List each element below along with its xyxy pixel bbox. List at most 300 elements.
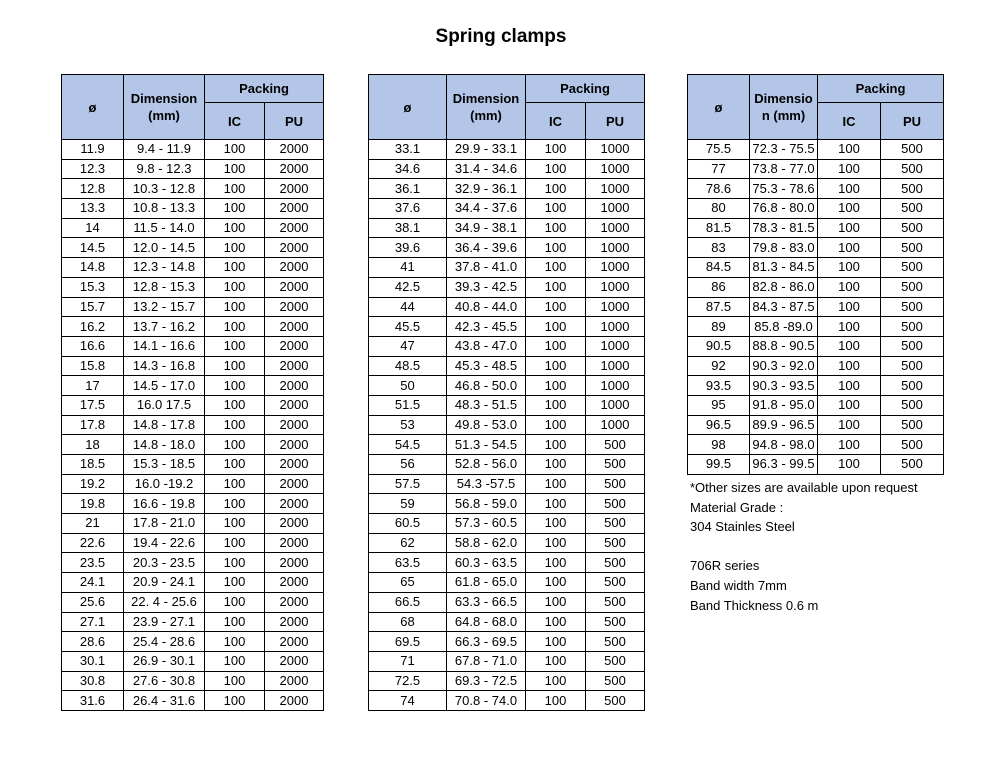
pu-cell: 1000 — [586, 159, 645, 179]
pu-cell: 1000 — [586, 258, 645, 278]
table-row — [62, 179, 324, 199]
diameter-cell: 98 — [688, 435, 750, 455]
pu-cell: 500 — [881, 336, 944, 356]
request-note: *Other sizes are available upon request — [690, 480, 918, 495]
ic-cell: 100 — [526, 651, 586, 671]
table-row — [62, 632, 324, 652]
pu-cell: 500 — [586, 533, 645, 553]
diameter-cell: 93.5 — [688, 376, 750, 396]
diameter-cell: 19.8 — [62, 494, 124, 514]
ic-cell: 100 — [526, 435, 586, 455]
pu-cell: 500 — [881, 218, 944, 238]
diameter-cell: 95 — [688, 395, 750, 415]
diameter-cell: 41 — [369, 258, 447, 278]
table-row — [688, 415, 944, 435]
table-row — [369, 159, 645, 179]
ic-cell: 100 — [818, 455, 881, 475]
dimension-cell: 31.4 - 34.6 — [447, 159, 526, 179]
pu-cell: 2000 — [265, 238, 324, 258]
dimension-cell: 14.5 - 17.0 — [124, 376, 205, 396]
table-row — [62, 140, 324, 160]
ic-cell: 100 — [526, 258, 586, 278]
ic-cell: 100 — [526, 474, 586, 494]
pu-cell: 500 — [881, 395, 944, 415]
spec-table-1 — [61, 74, 324, 711]
series-note: 706R series — [690, 558, 760, 574]
dimension-cell: 16.0 17.5 — [124, 395, 205, 415]
ic-cell: 100 — [205, 494, 265, 514]
ic-header: IC — [526, 103, 586, 140]
diameter-cell: 17.8 — [62, 415, 124, 435]
dimension-cell: 73.8 - 77.0 — [750, 159, 818, 179]
diameter-header: ø — [369, 75, 447, 140]
table-row — [62, 671, 324, 691]
diameter-cell: 74 — [369, 691, 447, 711]
dimension-cell: 89.9 - 96.5 — [750, 415, 818, 435]
diameter-cell: 69.5 — [369, 632, 447, 652]
dimension-cell: 19.4 - 22.6 — [124, 533, 205, 553]
ic-cell: 100 — [526, 573, 586, 593]
diameter-cell: 30.1 — [62, 651, 124, 671]
pu-cell: 500 — [586, 632, 645, 652]
dimension-cell: 42.3 - 45.5 — [447, 317, 526, 337]
ic-cell: 100 — [526, 514, 586, 534]
pu-cell: 2000 — [265, 415, 324, 435]
pu-cell: 500 — [881, 179, 944, 199]
pu-cell: 500 — [881, 199, 944, 219]
ic-cell: 100 — [205, 612, 265, 632]
material-label: Material Grade : — [690, 499, 784, 515]
table-row — [62, 435, 324, 455]
pu-cell: 1000 — [586, 317, 645, 337]
diameter-cell: 78.6 — [688, 179, 750, 199]
diameter-cell: 12.3 — [62, 159, 124, 179]
diameter-cell: 45.5 — [369, 317, 447, 337]
dimension-cell: 16.6 - 19.8 — [124, 494, 205, 514]
ic-cell: 100 — [205, 258, 265, 278]
pu-cell: 2000 — [265, 455, 324, 475]
ic-cell: 100 — [818, 258, 881, 278]
ic-cell: 100 — [818, 336, 881, 356]
pu-cell: 2000 — [265, 494, 324, 514]
table-row — [62, 651, 324, 671]
dimension-cell: 81.3 - 84.5 — [750, 258, 818, 278]
ic-cell: 100 — [818, 218, 881, 238]
table-row — [62, 455, 324, 475]
diameter-cell: 68 — [369, 612, 447, 632]
ic-cell: 100 — [205, 671, 265, 691]
ic-cell: 100 — [526, 179, 586, 199]
diameter-cell: 96.5 — [688, 415, 750, 435]
table-row — [688, 179, 944, 199]
pu-cell: 1000 — [586, 199, 645, 219]
ic-cell: 100 — [818, 199, 881, 219]
table-row — [369, 376, 645, 396]
ic-cell: 100 — [526, 356, 586, 376]
ic-cell: 100 — [205, 514, 265, 534]
diameter-cell: 15.7 — [62, 297, 124, 317]
ic-cell: 100 — [205, 317, 265, 337]
ic-cell: 100 — [526, 238, 586, 258]
pu-cell: 1000 — [586, 356, 645, 376]
table-row — [688, 218, 944, 238]
table-row — [62, 159, 324, 179]
pu-cell: 2000 — [265, 474, 324, 494]
dimension-cell: 29.9 - 33.1 — [447, 140, 526, 160]
spec-table-3 — [687, 74, 944, 475]
pu-cell: 1000 — [586, 179, 645, 199]
pu-cell: 500 — [586, 573, 645, 593]
dimension-cell: 60.3 - 63.5 — [447, 553, 526, 573]
dimension-cell: 27.6 - 30.8 — [124, 671, 205, 691]
diameter-cell: 80 — [688, 199, 750, 219]
diameter-cell: 24.1 — [62, 573, 124, 593]
pu-cell: 500 — [586, 671, 645, 691]
dimension-cell: 36.4 - 39.6 — [447, 238, 526, 258]
diameter-cell: 86 — [688, 277, 750, 297]
dimension-cell: 57.3 - 60.5 — [447, 514, 526, 534]
table-row — [688, 297, 944, 317]
dimension-cell: 15.3 - 18.5 — [124, 455, 205, 475]
diameter-cell: 22.6 — [62, 533, 124, 553]
pu-cell: 500 — [586, 474, 645, 494]
ic-cell: 100 — [526, 317, 586, 337]
ic-cell: 100 — [205, 238, 265, 258]
diameter-cell: 47 — [369, 336, 447, 356]
pu-cell: 2000 — [265, 395, 324, 415]
pu-cell: 2000 — [265, 199, 324, 219]
ic-cell: 100 — [205, 533, 265, 553]
diameter-cell: 89 — [688, 317, 750, 337]
diameter-cell: 30.8 — [62, 671, 124, 691]
diameter-cell: 53 — [369, 415, 447, 435]
dimension-cell: 48.3 - 51.5 — [447, 395, 526, 415]
ic-cell: 100 — [205, 573, 265, 593]
notes-spacer — [690, 537, 980, 557]
ic-cell: 100 — [205, 336, 265, 356]
table-body — [369, 140, 645, 711]
diameter-cell: 15.8 — [62, 356, 124, 376]
table-row — [369, 455, 645, 475]
pu-cell: 1000 — [586, 336, 645, 356]
ic-cell: 100 — [205, 592, 265, 612]
diameter-header: ø — [62, 75, 124, 140]
pu-cell: 500 — [586, 612, 645, 632]
table-row — [369, 395, 645, 415]
ic-cell: 100 — [526, 455, 586, 475]
dimension-cell: 90.3 - 93.5 — [750, 376, 818, 396]
ic-cell: 100 — [205, 356, 265, 376]
dimension-cell: 82.8 - 86.0 — [750, 277, 818, 297]
dimension-cell: 58.8 - 62.0 — [447, 533, 526, 553]
pu-cell: 500 — [881, 258, 944, 278]
dimension-cell: 9.8 - 12.3 — [124, 159, 205, 179]
table-row — [62, 336, 324, 356]
dimension-cell: 52.8 - 56.0 — [447, 455, 526, 475]
pu-cell: 2000 — [265, 632, 324, 652]
diameter-cell: 48.5 — [369, 356, 447, 376]
table-row — [369, 297, 645, 317]
table-row — [369, 691, 645, 711]
ic-cell: 100 — [526, 297, 586, 317]
diameter-cell: 84.5 — [688, 258, 750, 278]
ic-cell: 100 — [205, 395, 265, 415]
pu-cell: 1000 — [586, 218, 645, 238]
pu-cell: 2000 — [265, 356, 324, 376]
diameter-cell: 16.6 — [62, 336, 124, 356]
diameter-cell: 42.5 — [369, 277, 447, 297]
table-row — [62, 395, 324, 415]
dimension-cell: 20.9 - 24.1 — [124, 573, 205, 593]
pu-cell: 500 — [586, 651, 645, 671]
ic-cell: 100 — [205, 455, 265, 475]
table-row — [369, 179, 645, 199]
table-row — [369, 218, 645, 238]
table-row — [369, 612, 645, 632]
table-body — [688, 140, 944, 475]
dimension-cell: 49.8 - 53.0 — [447, 415, 526, 435]
ic-cell: 100 — [526, 691, 586, 711]
pu-cell: 500 — [586, 553, 645, 573]
diameter-cell: 23.5 — [62, 553, 124, 573]
diameter-cell: 34.6 — [369, 159, 447, 179]
dimension-cell: 69.3 - 72.5 — [447, 671, 526, 691]
pu-cell: 500 — [881, 297, 944, 317]
pu-header: PU — [265, 103, 324, 140]
diameter-cell: 92 — [688, 356, 750, 376]
dimension-cell: 14.8 - 18.0 — [124, 435, 205, 455]
ic-cell: 100 — [205, 140, 265, 160]
table-row — [369, 356, 645, 376]
diameter-cell: 11.9 — [62, 140, 124, 160]
table-row — [62, 553, 324, 573]
packing-header: Packing — [526, 75, 645, 103]
ic-cell: 100 — [205, 277, 265, 297]
table-row — [688, 317, 944, 337]
dimension-cell: 13.7 - 16.2 — [124, 317, 205, 337]
ic-cell: 100 — [818, 159, 881, 179]
page-title: Spring clamps — [435, 26, 567, 47]
diameter-cell: 33.1 — [369, 140, 447, 160]
ic-cell: 100 — [526, 159, 586, 179]
dimension-cell: 14.3 - 16.8 — [124, 356, 205, 376]
table-row — [688, 277, 944, 297]
dimension-cell: 64.8 - 68.0 — [447, 612, 526, 632]
dimension-cell: 14.8 - 17.8 — [124, 415, 205, 435]
table-row — [62, 356, 324, 376]
table-row — [688, 140, 944, 160]
diameter-cell: 13.3 — [62, 199, 124, 219]
ic-cell: 100 — [526, 218, 586, 238]
diameter-cell: 56 — [369, 455, 447, 475]
ic-cell: 100 — [526, 553, 586, 573]
table-row — [369, 533, 645, 553]
diameter-cell: 17 — [62, 376, 124, 396]
table-row — [369, 199, 645, 219]
table-row — [62, 533, 324, 553]
ic-cell: 100 — [205, 218, 265, 238]
pu-header: PU — [586, 103, 645, 140]
dimension-cell: 26.9 - 30.1 — [124, 651, 205, 671]
pu-cell: 2000 — [265, 277, 324, 297]
table-row — [369, 415, 645, 435]
dimension-header: Dimensio n (mm) — [750, 75, 818, 140]
ic-cell: 100 — [526, 671, 586, 691]
diameter-cell: 36.1 — [369, 179, 447, 199]
ic-cell: 100 — [205, 159, 265, 179]
diameter-cell: 65 — [369, 573, 447, 593]
ic-header: IC — [818, 103, 881, 140]
pu-cell: 500 — [586, 455, 645, 475]
pu-cell: 2000 — [265, 573, 324, 593]
table-row — [62, 277, 324, 297]
dimension-cell: 10.3 - 12.8 — [124, 179, 205, 199]
ic-cell: 100 — [205, 199, 265, 219]
table-row — [62, 514, 324, 534]
ic-cell: 100 — [818, 435, 881, 455]
table-row — [688, 356, 944, 376]
dimension-cell: 78.3 - 81.5 — [750, 218, 818, 238]
pu-cell: 2000 — [265, 651, 324, 671]
notes-block — [690, 478, 980, 615]
dimension-cell: 34.9 - 38.1 — [447, 218, 526, 238]
table-row — [369, 435, 645, 455]
dimension-cell: 43.8 - 47.0 — [447, 336, 526, 356]
table-row — [62, 297, 324, 317]
packing-header: Packing — [818, 75, 944, 103]
dimension-cell: 25.4 - 28.6 — [124, 632, 205, 652]
dimension-cell: 51.3 - 54.5 — [447, 435, 526, 455]
pu-cell: 500 — [586, 494, 645, 514]
pu-cell: 500 — [586, 691, 645, 711]
diameter-cell: 39.6 — [369, 238, 447, 258]
table-row — [688, 238, 944, 258]
table-row — [688, 159, 944, 179]
pu-cell: 500 — [586, 435, 645, 455]
ic-cell: 100 — [205, 632, 265, 652]
pu-cell: 2000 — [265, 533, 324, 553]
table-row — [369, 258, 645, 278]
diameter-cell: 51.5 — [369, 395, 447, 415]
table-row — [369, 336, 645, 356]
pu-cell: 2000 — [265, 140, 324, 160]
ic-cell: 100 — [526, 415, 586, 435]
table-row — [688, 435, 944, 455]
dimension-cell: 85.8 -89.0 — [750, 317, 818, 337]
diameter-cell: 63.5 — [369, 553, 447, 573]
dimension-cell: 39.3 - 42.5 — [447, 277, 526, 297]
pu-header: PU — [881, 103, 944, 140]
pu-cell: 500 — [586, 514, 645, 534]
table-row — [369, 651, 645, 671]
diameter-cell: 99.5 — [688, 455, 750, 475]
pu-cell: 1000 — [586, 415, 645, 435]
ic-cell: 100 — [526, 277, 586, 297]
material-value: 304 Stainles Steel — [690, 519, 795, 535]
pu-cell: 1000 — [586, 395, 645, 415]
diameter-cell: 87.5 — [688, 297, 750, 317]
diameter-cell: 66.5 — [369, 592, 447, 612]
diameter-cell: 57.5 — [369, 474, 447, 494]
table-row — [369, 317, 645, 337]
table-row — [688, 199, 944, 219]
dimension-cell: 11.5 - 14.0 — [124, 218, 205, 238]
pu-cell: 2000 — [265, 514, 324, 534]
pu-cell: 2000 — [265, 592, 324, 612]
dimension-cell: 12.0 - 14.5 — [124, 238, 205, 258]
pu-cell: 2000 — [265, 671, 324, 691]
dimension-cell: 10.8 - 13.3 — [124, 199, 205, 219]
dimension-cell: 56.8 - 59.0 — [447, 494, 526, 514]
dimension-cell: 66.3 - 69.5 — [447, 632, 526, 652]
pu-cell: 500 — [586, 592, 645, 612]
packing-header: Packing — [205, 75, 324, 103]
diameter-cell: 50 — [369, 376, 447, 396]
pu-cell: 2000 — [265, 435, 324, 455]
diameter-cell: 71 — [369, 651, 447, 671]
diameter-cell: 21 — [62, 514, 124, 534]
table-row — [369, 632, 645, 652]
dimension-cell: 67.8 - 71.0 — [447, 651, 526, 671]
table-row — [369, 573, 645, 593]
pu-cell: 500 — [881, 277, 944, 297]
pu-cell: 1000 — [586, 140, 645, 160]
band-width-note: Band width 7mm — [690, 577, 787, 593]
ic-cell: 100 — [818, 356, 881, 376]
diameter-cell: 37.6 — [369, 199, 447, 219]
pu-cell: 1000 — [586, 277, 645, 297]
ic-cell: 100 — [526, 199, 586, 219]
diameter-cell: 59 — [369, 494, 447, 514]
dimension-cell: 34.4 - 37.6 — [447, 199, 526, 219]
ic-cell: 100 — [818, 238, 881, 258]
ic-cell: 100 — [205, 435, 265, 455]
table-row — [62, 415, 324, 435]
dimension-cell: 32.9 - 36.1 — [447, 179, 526, 199]
pu-cell: 2000 — [265, 336, 324, 356]
dimension-cell: 13.2 - 15.7 — [124, 297, 205, 317]
dimension-cell: 22. 4 - 25.6 — [124, 592, 205, 612]
pu-cell: 2000 — [265, 179, 324, 199]
dimension-cell: 14.1 - 16.6 — [124, 336, 205, 356]
diameter-cell: 60.5 — [369, 514, 447, 534]
table-row — [369, 553, 645, 573]
dimension-cell: 26.4 - 31.6 — [124, 691, 205, 711]
diameter-cell: 14 — [62, 218, 124, 238]
table-row — [688, 455, 944, 475]
ic-header: IC — [205, 103, 265, 140]
table-row — [369, 494, 645, 514]
pu-cell: 2000 — [265, 159, 324, 179]
diameter-cell: 90.5 — [688, 336, 750, 356]
pu-cell: 500 — [881, 159, 944, 179]
table-row — [62, 474, 324, 494]
dimension-cell: 91.8 - 95.0 — [750, 395, 818, 415]
diameter-cell: 54.5 — [369, 435, 447, 455]
table-row — [369, 671, 645, 691]
ic-cell: 100 — [818, 376, 881, 396]
ic-cell: 100 — [526, 494, 586, 514]
ic-cell: 100 — [526, 533, 586, 553]
diameter-cell: 81.5 — [688, 218, 750, 238]
ic-cell: 100 — [526, 632, 586, 652]
pu-cell: 1000 — [586, 297, 645, 317]
diameter-cell: 31.6 — [62, 691, 124, 711]
dimension-cell: 90.3 - 92.0 — [750, 356, 818, 376]
dimension-cell: 46.8 - 50.0 — [447, 376, 526, 396]
table-row — [688, 395, 944, 415]
diameter-cell: 19.2 — [62, 474, 124, 494]
